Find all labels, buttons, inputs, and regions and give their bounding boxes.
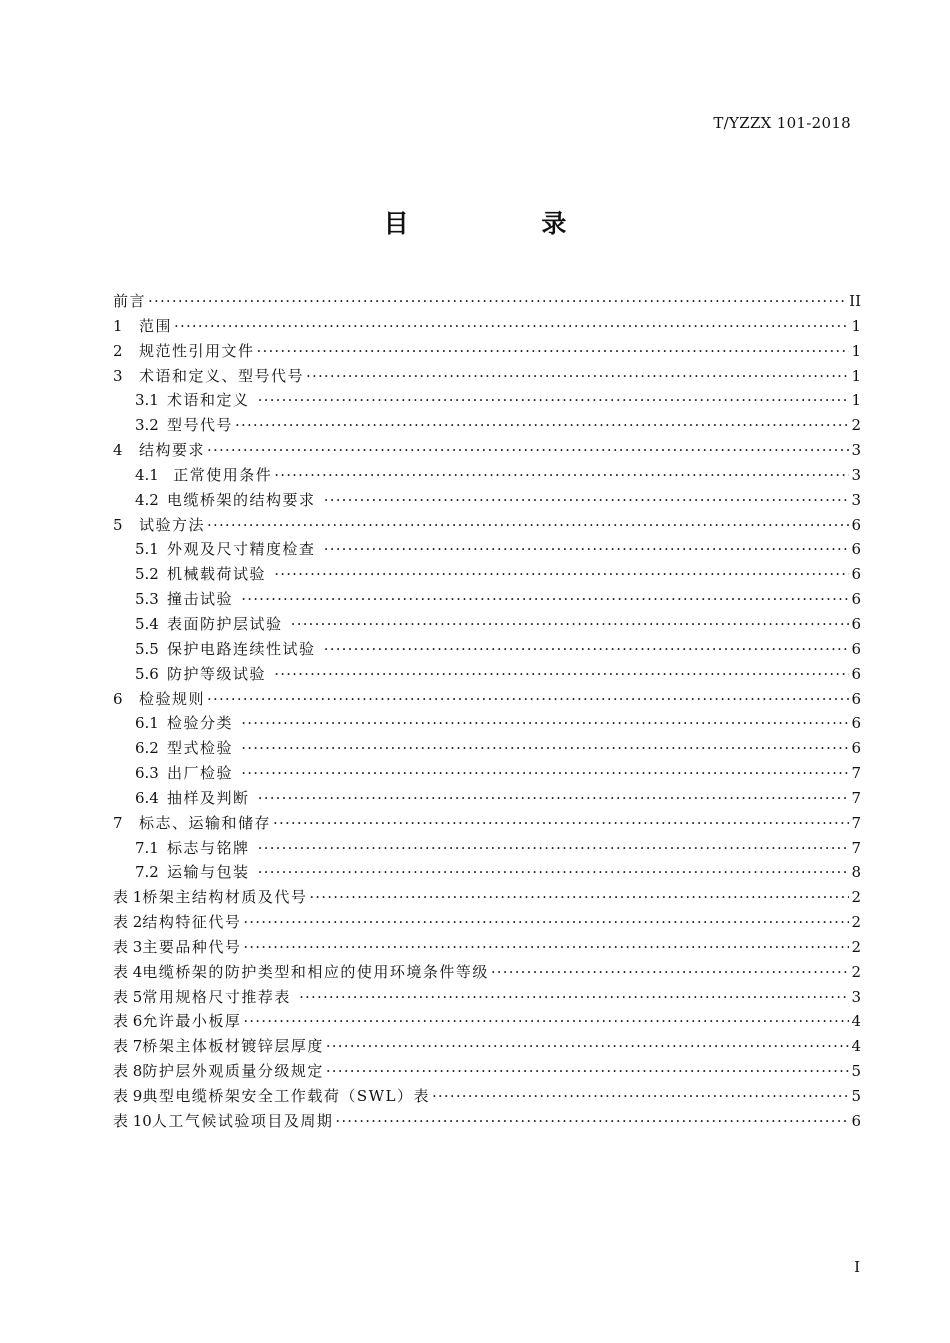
toc-entry-number: 2 bbox=[113, 341, 123, 360]
toc-entry-page: 3 bbox=[851, 490, 861, 509]
toc-entry-label: 抽样及判断 bbox=[167, 788, 256, 807]
toc-entry-number: 6.4 bbox=[135, 788, 159, 807]
toc-entry-page: 2 bbox=[851, 937, 861, 956]
toc-entry-label: 电缆桥架的防护类型和相应的使用环境条件等级 bbox=[142, 962, 489, 981]
toc-entry-page: 2 bbox=[851, 962, 861, 981]
toc-entry-label: 结构特征代号 bbox=[142, 913, 242, 932]
toc-entry[interactable] bbox=[113, 1009, 861, 1034]
toc-leader-dots bbox=[291, 612, 850, 637]
toc-entry-number: 7 bbox=[113, 813, 123, 832]
toc-entry-page: 6 bbox=[851, 714, 861, 733]
toc-leader-dots bbox=[243, 1009, 849, 1034]
toc-entry-page: 7 bbox=[851, 813, 861, 832]
toc-entry-page: 6 bbox=[851, 565, 861, 584]
toc-entry-page: 6 bbox=[851, 515, 861, 534]
toc-entry-label: 试验方法 bbox=[139, 515, 206, 534]
toc-leader-dots bbox=[274, 463, 849, 488]
toc-leader-dots bbox=[324, 537, 850, 562]
toc-entry-label: 人工气候试验项目及周期 bbox=[151, 1111, 334, 1130]
toc-entry-number: 5.2 bbox=[135, 565, 159, 584]
toc-leader-dots bbox=[309, 885, 849, 910]
toc-entry-number: 表 10 bbox=[113, 1111, 152, 1130]
toc-entry[interactable] bbox=[113, 339, 861, 364]
toc-leader-dots bbox=[258, 786, 850, 811]
toc-entry-label: 桥架主结构材质及代号 bbox=[142, 888, 308, 907]
toc-entry[interactable] bbox=[113, 811, 861, 836]
toc-entry-label: 正常使用条件 bbox=[167, 465, 273, 484]
toc-entry-number: 5.6 bbox=[135, 664, 159, 683]
toc-entry[interactable] bbox=[113, 463, 861, 488]
toc-entry-label: 标志、运输和储存 bbox=[139, 813, 272, 832]
toc-entry[interactable] bbox=[113, 885, 861, 910]
toc-entry-page: 4 bbox=[851, 1012, 861, 1031]
toc-entry-page: 6 bbox=[851, 590, 861, 609]
toc-entry[interactable] bbox=[113, 314, 861, 339]
toc-entry[interactable] bbox=[113, 960, 861, 985]
toc-entry-number: 4 bbox=[113, 441, 123, 460]
toc-leader-dots bbox=[241, 587, 849, 612]
toc-leader-dots bbox=[235, 413, 849, 438]
toc-entry-page: 6 bbox=[851, 664, 861, 683]
toc-entry-page: 4 bbox=[851, 1037, 861, 1056]
toc-entry-label: 结构要求 bbox=[139, 441, 206, 460]
toc-leader-dots bbox=[174, 314, 849, 339]
toc-entry-page: 6 bbox=[851, 639, 861, 658]
toc-entry-number: 表 6 bbox=[113, 1012, 143, 1031]
toc-leader-dots bbox=[326, 1059, 850, 1084]
toc-entry-page: 6 bbox=[851, 540, 861, 559]
toc-entry-label: 型式检验 bbox=[167, 739, 240, 758]
toc-entry-label: 外观及尺寸精度检查 bbox=[167, 540, 322, 559]
toc-leader-dots bbox=[148, 289, 847, 314]
page-title: 目 录 bbox=[383, 209, 629, 238]
toc-entry-page: 2 bbox=[851, 888, 861, 907]
toc-entry-label: 标志与铭牌 bbox=[167, 838, 256, 857]
toc-entry-label: 主要品种代号 bbox=[142, 937, 242, 956]
toc-entry-label: 防护等级试验 bbox=[167, 664, 273, 683]
toc-leader-dots bbox=[299, 985, 849, 1010]
toc-entry-label: 机械载荷试验 bbox=[167, 565, 273, 584]
toc-entry-number: 3 bbox=[113, 366, 123, 385]
toc-entry-number: 表 9 bbox=[113, 1087, 143, 1105]
toc-leader-dots bbox=[257, 339, 850, 364]
toc-leader-dots bbox=[241, 761, 849, 786]
toc-entry[interactable] bbox=[113, 985, 861, 1010]
toc-entry-label: 范围 bbox=[139, 316, 173, 335]
toc-leader-dots bbox=[258, 836, 850, 861]
toc-leader-dots bbox=[274, 562, 849, 587]
toc-leader-dots bbox=[324, 637, 850, 662]
toc-entry[interactable] bbox=[113, 388, 861, 413]
toc-entry[interactable] bbox=[113, 612, 861, 637]
toc-entry[interactable] bbox=[113, 910, 861, 935]
toc-entry-page: 1 bbox=[851, 341, 861, 360]
toc-entry-number: 7.1 bbox=[135, 838, 159, 857]
toc-entry-number: 7.2 bbox=[135, 863, 159, 882]
toc-entry-page: 2 bbox=[851, 913, 861, 932]
toc-entry-label: 表面防护层试验 bbox=[167, 614, 289, 633]
toc-entry[interactable] bbox=[113, 736, 861, 761]
toc-entry-page: 5 bbox=[851, 1062, 861, 1081]
toc-entry-page: 3 bbox=[851, 441, 861, 460]
toc-entry[interactable] bbox=[113, 587, 861, 612]
toc-entry-label: 出厂检验 bbox=[167, 764, 240, 783]
toc-leader-dots bbox=[273, 811, 849, 836]
toc-entry-label: 保护电路连续性试验 bbox=[167, 639, 322, 658]
toc-entry-label: 桥架主体板材镀锌层厚度 bbox=[142, 1037, 324, 1056]
toc-leader-dots bbox=[243, 910, 849, 935]
toc-leader-dots bbox=[326, 1034, 850, 1059]
toc-entry-number: 6.2 bbox=[135, 739, 159, 758]
toc-entry[interactable] bbox=[113, 860, 861, 885]
toc-entry-number: 3.1 bbox=[135, 391, 159, 410]
toc-entry[interactable] bbox=[113, 413, 861, 438]
toc-leader-dots bbox=[335, 1109, 849, 1134]
toc-entry-number: 6.3 bbox=[135, 764, 159, 783]
toc-entry-label: 规范性引用文件 bbox=[139, 341, 255, 360]
toc-entry[interactable] bbox=[113, 1059, 861, 1084]
standard-code: T/YZZX 101-2018 bbox=[713, 114, 851, 132]
toc-entry-page: 1 bbox=[851, 391, 861, 410]
toc-entry-page: 8 bbox=[851, 863, 861, 882]
toc-entry[interactable] bbox=[113, 836, 861, 861]
toc-entry[interactable] bbox=[113, 438, 861, 463]
toc-leader-dots bbox=[274, 662, 849, 687]
toc-entry[interactable] bbox=[113, 289, 861, 314]
toc-entry-number: 6.1 bbox=[135, 714, 159, 733]
toc-entry-page: 6 bbox=[851, 689, 861, 708]
toc-entry-page: 3 bbox=[851, 987, 861, 1006]
toc-entry-label: 检验分类 bbox=[167, 714, 240, 733]
toc-entry[interactable] bbox=[113, 1034, 861, 1059]
toc-leader-dots bbox=[243, 935, 849, 960]
toc-entry-label: 运输与包装 bbox=[167, 863, 256, 882]
toc-entry-page: 2 bbox=[851, 416, 861, 435]
toc-entry-page: 6 bbox=[851, 614, 861, 633]
toc-entry-label: 典型电缆桥架安全工作载荷（SWL）表 bbox=[142, 1087, 430, 1105]
toc-entry-number: 4.2 bbox=[135, 490, 159, 509]
toc-entry-label: 防护层外观质量分级规定 bbox=[142, 1062, 324, 1081]
toc-entry-number: 表 3 bbox=[113, 937, 143, 956]
toc-entry-label: 型号代号 bbox=[167, 416, 234, 435]
toc-entry-number: 表 5 bbox=[113, 987, 143, 1006]
toc-leader-dots bbox=[207, 687, 849, 712]
toc-leader-dots bbox=[324, 488, 850, 513]
toc-entry-number: 表 7 bbox=[113, 1037, 143, 1056]
toc-entry-page: 7 bbox=[851, 764, 861, 783]
toc-entry-number: 表 1 bbox=[113, 888, 143, 907]
toc-entry-number: 5 bbox=[113, 515, 123, 534]
toc-entry-label: 前言 bbox=[113, 292, 147, 310]
toc-entry-page: II bbox=[849, 292, 861, 310]
toc-entry-label: 允许最小板厚 bbox=[142, 1012, 242, 1031]
toc-leader-dots bbox=[207, 513, 849, 538]
toc-entry-page: 7 bbox=[851, 838, 861, 857]
toc-entry-number: 3.2 bbox=[135, 416, 159, 435]
toc-entry-page: 1 bbox=[851, 316, 861, 335]
toc-entry[interactable] bbox=[113, 1109, 861, 1134]
toc-entry[interactable] bbox=[113, 513, 861, 538]
toc-leader-dots bbox=[306, 364, 849, 389]
toc-entry-number: 5.1 bbox=[135, 540, 159, 559]
toc-entry-label: 术语和定义、型号代号 bbox=[139, 366, 305, 385]
page-number: I bbox=[854, 1258, 860, 1276]
toc-entry-page: 5 bbox=[851, 1087, 861, 1105]
toc-entry-number: 表 8 bbox=[113, 1062, 143, 1081]
toc-entry[interactable] bbox=[113, 711, 861, 736]
toc-entry-number: 5.4 bbox=[135, 614, 159, 633]
toc-leader-dots bbox=[258, 860, 850, 885]
toc-entry[interactable] bbox=[113, 537, 861, 562]
toc-entry-label: 电缆桥架的结构要求 bbox=[167, 490, 322, 509]
toc-entry[interactable] bbox=[113, 637, 861, 662]
toc-leader-dots bbox=[207, 438, 849, 463]
toc-entry-page: 6 bbox=[851, 1111, 861, 1130]
toc-entry-number: 1 bbox=[113, 316, 123, 335]
toc-entry[interactable] bbox=[113, 761, 861, 786]
toc-entry-number: 5.3 bbox=[135, 590, 159, 609]
toc-entry[interactable] bbox=[113, 488, 861, 513]
toc-entry[interactable] bbox=[113, 562, 861, 587]
toc-entry-label: 术语和定义 bbox=[167, 391, 256, 410]
toc-entry[interactable] bbox=[113, 662, 861, 687]
toc-entry[interactable] bbox=[113, 786, 861, 811]
toc-entry[interactable] bbox=[113, 687, 861, 712]
toc-entry-number: 表 2 bbox=[113, 913, 143, 932]
table-of-contents bbox=[113, 289, 861, 1134]
toc-entry[interactable] bbox=[113, 364, 861, 389]
toc-entry[interactable] bbox=[113, 1084, 861, 1109]
toc-leader-dots bbox=[432, 1084, 849, 1109]
toc-leader-dots bbox=[258, 388, 850, 413]
toc-leader-dots bbox=[241, 736, 849, 761]
toc-leader-dots bbox=[491, 960, 850, 985]
toc-entry-number: 4.1 bbox=[135, 465, 159, 484]
toc-entry-page: 7 bbox=[851, 788, 861, 807]
toc-entry-number: 6 bbox=[113, 689, 123, 708]
toc-entry-page: 1 bbox=[851, 366, 861, 385]
toc-leader-dots bbox=[241, 711, 849, 736]
toc-entry-number: 表 4 bbox=[113, 962, 143, 981]
toc-entry-label: 常用规格尺寸推荐表 bbox=[142, 987, 298, 1006]
toc-entry-page: 3 bbox=[851, 465, 861, 484]
toc-entry-page: 6 bbox=[851, 739, 861, 758]
toc-entry-label: 检验规则 bbox=[139, 689, 206, 708]
toc-entry-number: 5.5 bbox=[135, 639, 159, 658]
toc-entry-label: 撞击试验 bbox=[167, 590, 240, 609]
toc-entry[interactable] bbox=[113, 935, 861, 960]
